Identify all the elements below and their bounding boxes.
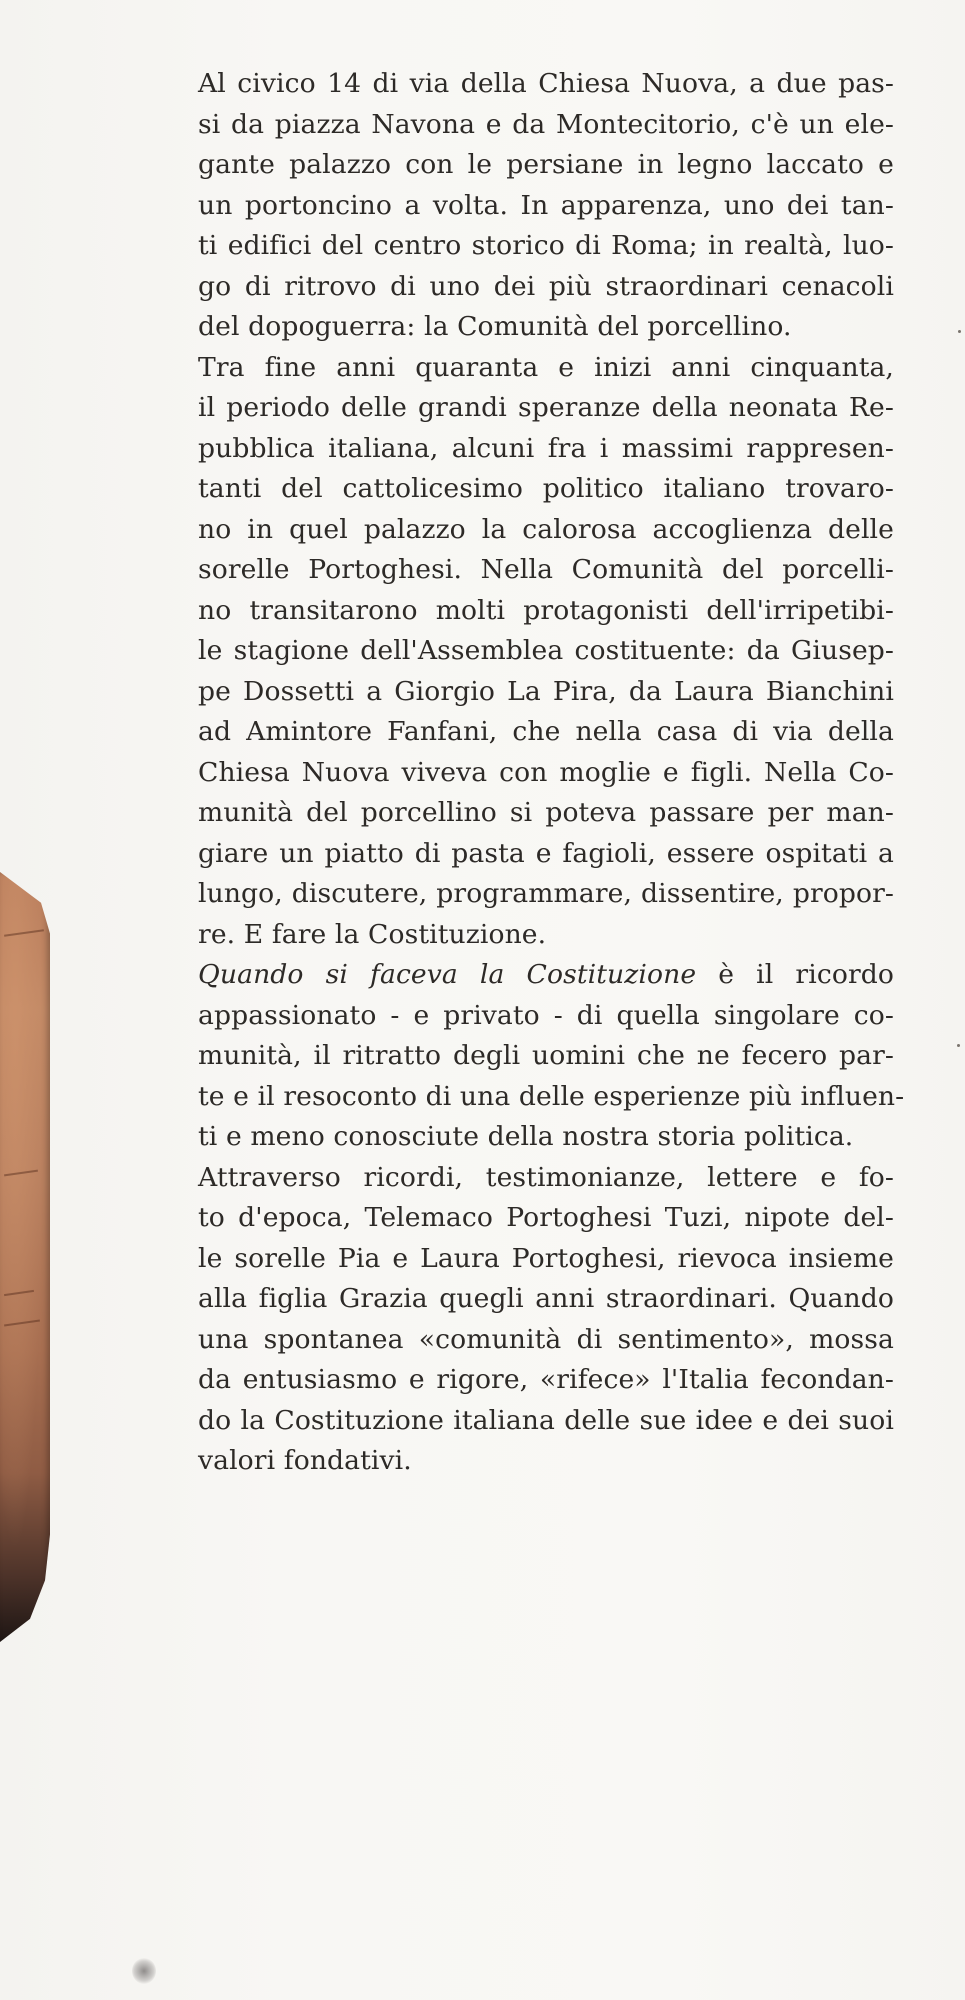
text-fragment: è il ricordo xyxy=(696,959,895,990)
text-line: go di ritrovo di uno dei più straordinari cenacoli xyxy=(198,270,894,302)
paper-speck xyxy=(958,330,961,333)
paragraph-3 xyxy=(198,955,905,1158)
handwriting-mark xyxy=(4,1290,34,1296)
text-line: Chiesa Nuova viveva con moglie e figli. Nella Co- xyxy=(198,756,894,788)
text-line: appassionato - e privato - di quella singolare co- xyxy=(198,999,894,1031)
paper-smudge xyxy=(132,1958,156,1984)
text-line xyxy=(198,955,894,996)
text-line: to d'epoca, Telemaco Portoghesi Tuzi, nipote del- xyxy=(198,1202,894,1233)
paper-speck xyxy=(957,1044,960,1047)
text-line: il periodo delle grandi speranze della neonata Re- xyxy=(198,392,894,423)
text-line: lungo, discutere, programmare, dissentire, propor- xyxy=(198,878,894,909)
text-line: ti e meno conosciute della nostra storia politica. xyxy=(198,1121,854,1152)
text-line: no in quel palazzo la calorosa accoglienza delle xyxy=(198,513,894,545)
text-line: munità, il ritratto degli uomini che ne fecero par- xyxy=(198,1040,894,1071)
blurb-text xyxy=(198,64,905,1482)
paragraph-1 xyxy=(198,64,894,348)
text-line: le stagione dell'Assemblea costituente: da Giusep- xyxy=(198,635,894,666)
text-line: valori fondativi. xyxy=(198,1445,412,1476)
text-line: pe Dossetti a Giorgio La Pira, da Laura Bianchini xyxy=(198,675,894,707)
handwriting-mark xyxy=(4,1170,38,1177)
handwriting-mark xyxy=(4,929,44,937)
text-line: te e il resoconto di una delle esperienze più influen- xyxy=(198,1080,905,1112)
text-line: no transitarono molti protagonisti dell'irripetibi- xyxy=(198,594,894,626)
text-line: una spontanea «comunità di sentimento», mossa xyxy=(198,1323,894,1355)
text-line: del dopoguerra: la Comunità del porcellino. xyxy=(198,311,792,342)
cover-photo-edge xyxy=(0,872,50,1642)
text-line: re. E fare la Costituzione. xyxy=(198,918,547,950)
handwriting-mark xyxy=(4,1320,40,1327)
text-line: tanti del cattolicesimo politico italiano trovaro- xyxy=(198,473,894,504)
text-line: Attraverso ricordi, testimonianze, lettere e fo- xyxy=(198,1161,894,1193)
text-line: do la Costituzione italiana delle sue idee e dei suoi xyxy=(198,1404,894,1436)
text-line: munità del porcellino si poteva passare per man- xyxy=(198,797,894,828)
text-line: giare un piatto di pasta e fagioli, essere ospitati a xyxy=(198,837,894,869)
text-line: da entusiasmo e rigore, «rifece» l'Italia fecondan- xyxy=(198,1364,894,1395)
text-line: Al civico 14 di via della Chiesa Nuova, a due pas- xyxy=(198,68,894,99)
text-line: sorelle Portoghesi. Nella Comunità del porcelli- xyxy=(198,554,894,585)
text-line: le sorelle Pia e Laura Portoghesi, rievoca insieme xyxy=(198,1242,894,1274)
book-title: Quando si faceva la Costituzione xyxy=(198,959,697,990)
text-line: ti edifici del centro storico di Roma; in realtà, luo- xyxy=(198,230,894,261)
paragraph-4 xyxy=(198,1158,894,1482)
text-line: si da piazza Navona e da Montecitorio, c'è un ele- xyxy=(198,108,894,140)
text-line: Tra fine anni quaranta e inizi anni cinquanta, xyxy=(198,351,894,383)
paragraph-2 xyxy=(198,348,894,956)
text-line: gante palazzo con le persiane in legno laccato e xyxy=(198,149,894,180)
text-line: alla figlia Grazia quegli anni straordinari. Quando xyxy=(198,1283,894,1314)
text-line: ad Amintore Fanfani, che nella casa di via della xyxy=(198,716,894,747)
text-line: un portoncino a volta. In apparenza, uno dei tan- xyxy=(198,189,894,221)
text-line: pubblica italiana, alcuni fra i massimi rappresen- xyxy=(198,432,894,464)
